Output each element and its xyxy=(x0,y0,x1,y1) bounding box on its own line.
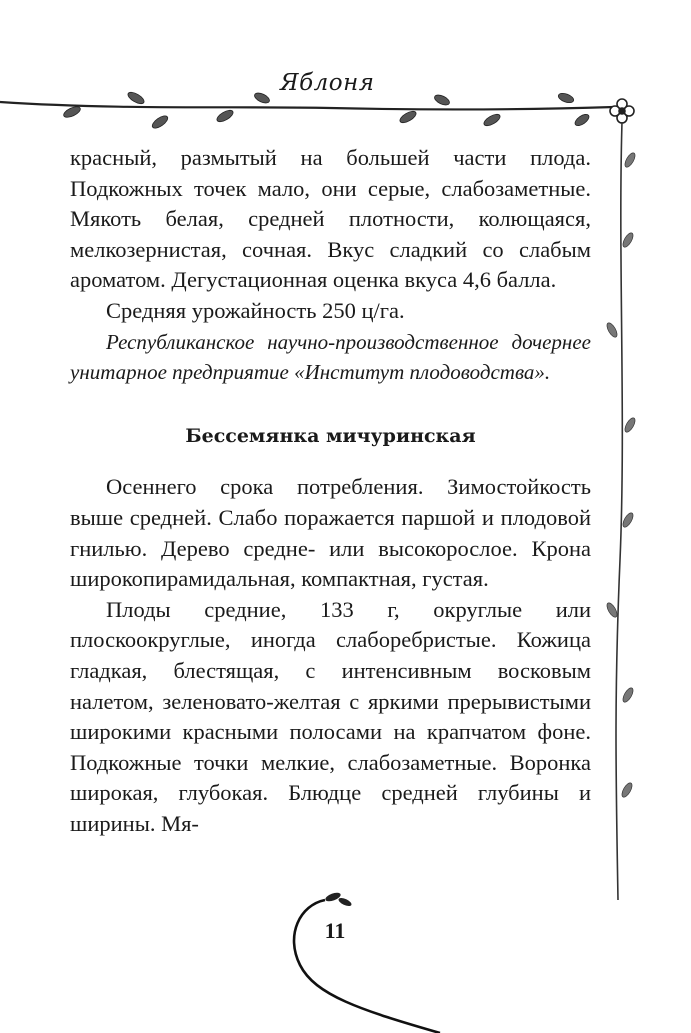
bottom-vine-leaves xyxy=(324,891,352,908)
body-text xyxy=(70,143,591,839)
corner-flower xyxy=(610,99,634,123)
paragraph: Плоды средние, 133 г, округлые или плоскоокруглые, иногда слаборебристые. Кожица гладкая, блестящая, с интенсивным восковым налетом, зеленовато-желтая с яркими прерывистыми широкими красными полосами на крапчатом фоне. Подкожные точки мелкие, слабозаметные. Воронка широкая, глубокая. Блюдце средней глубины и ширины. Мя- xyxy=(70,596,591,836)
top-vine-line xyxy=(0,102,614,109)
section-heading: Бессемянка мичуринская xyxy=(185,424,476,447)
page-number: 11 xyxy=(324,918,346,943)
right-vine-line xyxy=(616,122,622,900)
paragraph: красный, размытый на большей части плода. Подкожных точек мало, они серые, слабозаметные. Мякоть белая, средней плотности, колющаяся, мелкозернистая, сочная. Вкус сладкий со слабым ароматом. Дегустационная оценка вкуса 4,6 балла. xyxy=(70,145,591,293)
organization-credit: Республиканское научно-производственное дочернее унитарное предприятие «Институт плодоводства». xyxy=(70,329,591,385)
paragraph: Осеннего срока потребления. Зимостойкость выше средней. Слабо поражается паршой и плодовой гнилью. Дерево средне- или высокорослое. Крона широкопирамидальная, компактная, густая. xyxy=(70,474,591,592)
running-head: Яблоня xyxy=(280,70,375,96)
paragraph: Средняя урожайность 250 ц/га. xyxy=(106,297,405,323)
